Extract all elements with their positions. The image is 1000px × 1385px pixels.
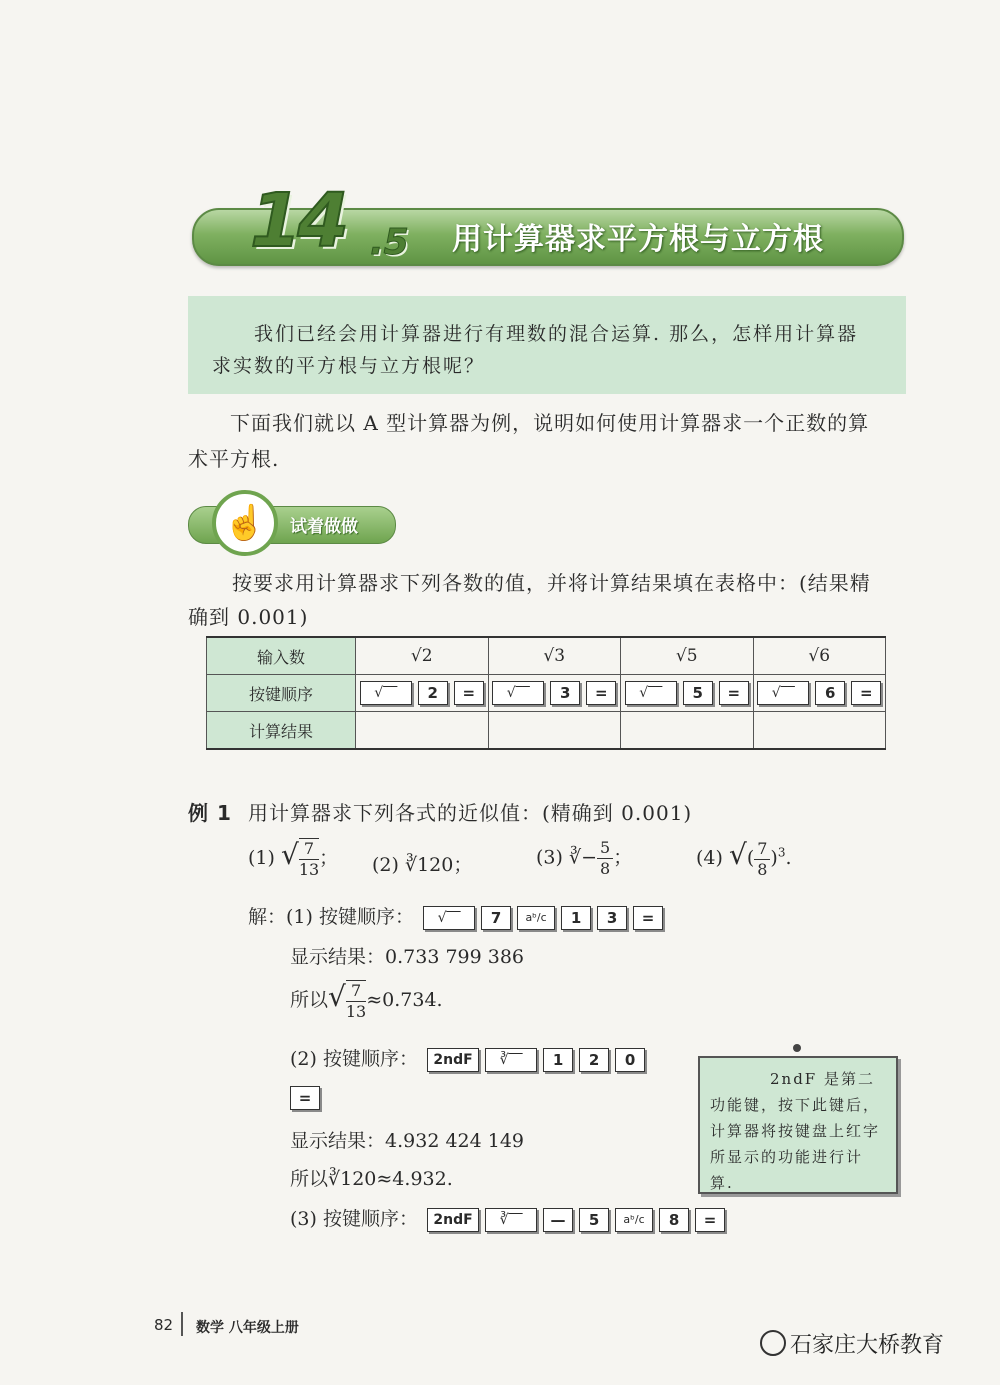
- table-row: [207, 637, 886, 675]
- watermark: 石家庄大桥教育: [790, 1333, 945, 1358]
- separator: ；: [613, 846, 633, 869]
- expression: ∛−: [568, 846, 597, 869]
- note-pin: [793, 1044, 801, 1052]
- item-tag: (3): [536, 846, 563, 869]
- table-cell: √2: [356, 637, 489, 675]
- section-subnumber: .5: [370, 222, 409, 263]
- digit-key: 6: [815, 681, 845, 705]
- numerator: 7: [299, 839, 319, 860]
- row-header: 计算结果: [207, 712, 356, 750]
- equals-key: =: [454, 681, 484, 705]
- digit-key: 2: [418, 681, 448, 705]
- digit-key: 1: [561, 906, 591, 930]
- exponent: 3: [777, 845, 786, 860]
- table-cell: √6: [753, 637, 886, 675]
- calc-table: [206, 636, 886, 750]
- section-title: 用计算器求平方根与立方根: [452, 222, 824, 257]
- display-label: 显示结果：: [290, 1130, 386, 1152]
- table-cell: [488, 675, 621, 712]
- row-header: 按键顺序: [207, 675, 356, 712]
- equals-key: =: [290, 1086, 320, 1110]
- table-cell: [621, 675, 754, 712]
- wechat-icon: [760, 1330, 786, 1356]
- digit-key: 3: [597, 906, 627, 930]
- equals-key: =: [719, 681, 749, 705]
- table-row: [207, 675, 886, 712]
- example-label: 例 1: [188, 801, 232, 825]
- second-function-key: 2ndF: [427, 1208, 479, 1232]
- separator: .: [785, 847, 792, 869]
- example-item-1: [248, 838, 338, 880]
- separator: ；: [453, 854, 473, 876]
- book-title: 数学 八年级上册: [196, 1320, 299, 1336]
- table-cell: [356, 712, 489, 750]
- result-value: ≈4.932.: [376, 1168, 453, 1190]
- intro-line-2: 求实数的平方根与立方根呢？: [212, 355, 486, 377]
- solution-2-result: [290, 1164, 453, 1191]
- table-cell: [753, 712, 886, 750]
- footer-divider: [181, 1312, 183, 1336]
- equals-key: =: [695, 1208, 725, 1232]
- paragraph-1-line-2: 术平方根.: [188, 447, 280, 471]
- denominator: 8: [600, 859, 611, 878]
- item-tag: (2): [372, 854, 399, 876]
- numerator: 5: [597, 838, 613, 859]
- minus-key: —: [543, 1208, 573, 1232]
- key-sequence-label: 按键顺序：: [322, 1048, 418, 1070]
- display-label: 显示结果：: [290, 946, 386, 968]
- try-it-label: 试着做做: [290, 517, 358, 537]
- expression: ∛120: [328, 1168, 377, 1190]
- item-tag: (3): [290, 1208, 317, 1230]
- sqrt-key: √‾‾: [757, 681, 809, 705]
- solution-2-keys-cont: [287, 1086, 323, 1110]
- intro-line-1: 我们已经会用计算器进行有理数的混合运算. 那么，怎样用计算器: [254, 323, 859, 345]
- solution-label: 解：: [248, 906, 287, 928]
- fraction-key: aᵇ/c: [615, 1208, 653, 1232]
- page-number: 82: [154, 1316, 174, 1334]
- fraction: [299, 838, 319, 880]
- denominator: 8: [757, 859, 768, 879]
- digit-key: 1: [543, 1048, 573, 1072]
- example-item-2: [372, 850, 472, 877]
- hand-pointing-icon: ☝: [212, 490, 278, 556]
- note-box: 2ndF 是第二功能键，按下此键后，计算器将按键盘上红字所显示的功能进行计算.: [698, 1056, 898, 1194]
- equals-key: =: [851, 681, 881, 705]
- fraction-key: aᵇ/c: [517, 906, 555, 930]
- numerator: 7: [346, 981, 366, 1002]
- section-number: 14: [250, 178, 345, 264]
- example-item-4: (4) √( $\frac{7}{8}$ )$^3$.: [696, 838, 792, 879]
- digit-key: 8: [659, 1208, 689, 1232]
- display-value: 4.932 424 149: [385, 1130, 525, 1152]
- table-cell: √3: [488, 637, 621, 675]
- table-cell: [356, 675, 489, 712]
- fraction: [597, 838, 613, 879]
- paragraph-1-line-1: 下面我们就以 A 型计算器为例，说明如何使用计算器求一个正数的算: [230, 411, 870, 435]
- table-cell: [753, 675, 886, 712]
- sqrt-key: √‾‾: [360, 681, 412, 705]
- fraction: [754, 839, 770, 880]
- radical-sign: √: [280, 838, 299, 871]
- example-item-3: [536, 838, 632, 879]
- sqrt-key: √‾‾: [423, 906, 475, 930]
- radical-sign: √: [728, 838, 747, 871]
- solution-1-result: [290, 980, 443, 1022]
- item-tag: (2): [290, 1048, 317, 1070]
- solution-2-keys: [290, 1044, 648, 1072]
- solution-2-display: [290, 1126, 524, 1153]
- second-function-key: 2ndF: [427, 1048, 479, 1072]
- digit-key: 3: [550, 681, 580, 705]
- digit-key: 5: [579, 1208, 609, 1232]
- radical-sign: √: [328, 980, 346, 1013]
- task-line-2: 确到 0.001): [188, 605, 309, 629]
- denominator: 13: [345, 1002, 367, 1021]
- fraction: [346, 980, 366, 1022]
- digit-key: 2: [579, 1048, 609, 1072]
- expression: ∛120: [404, 854, 454, 876]
- sqrt-key: √‾‾: [492, 681, 544, 705]
- denominator: 13: [298, 860, 320, 879]
- item-tag: (1): [286, 906, 313, 928]
- row-header: 输入数: [207, 637, 356, 675]
- table-cell: √5: [621, 637, 754, 675]
- equals-key: =: [586, 681, 616, 705]
- sqrt-key: √‾‾: [625, 681, 677, 705]
- digit-key: 7: [481, 906, 511, 930]
- numerator: 7: [754, 839, 770, 860]
- equals-key: =: [633, 906, 663, 930]
- table-row: [207, 712, 886, 750]
- solution-3-keys: [290, 1204, 728, 1232]
- task-line-1: 按要求用计算器求下列各数的值，并将计算结果填在表格中：(结果精: [232, 571, 871, 595]
- display-value: 0.733 799 386: [385, 946, 525, 968]
- item-tag: (4): [696, 847, 723, 869]
- digit-key: 0: [615, 1048, 645, 1072]
- result-value: ≈0.734.: [366, 989, 443, 1011]
- separator: ；: [319, 847, 339, 869]
- table-cell: [488, 712, 621, 750]
- cbrt-key: ∛‾‾: [485, 1208, 537, 1232]
- solution-1-keys: [248, 902, 666, 930]
- solution-1-display: [290, 942, 524, 969]
- so-prefix: 所以: [290, 989, 329, 1011]
- digit-key: 5: [683, 681, 713, 705]
- so-prefix: 所以: [290, 1168, 329, 1190]
- example-text: 用计算器求下列各式的近似值：(精确到 0.001): [248, 801, 693, 825]
- table-cell: [621, 712, 754, 750]
- cbrt-key: ∛‾‾: [485, 1048, 537, 1072]
- key-sequence-label: 按键顺序：: [318, 906, 414, 928]
- item-tag: (1): [248, 847, 275, 869]
- key-sequence-label: 按键顺序：: [322, 1208, 418, 1230]
